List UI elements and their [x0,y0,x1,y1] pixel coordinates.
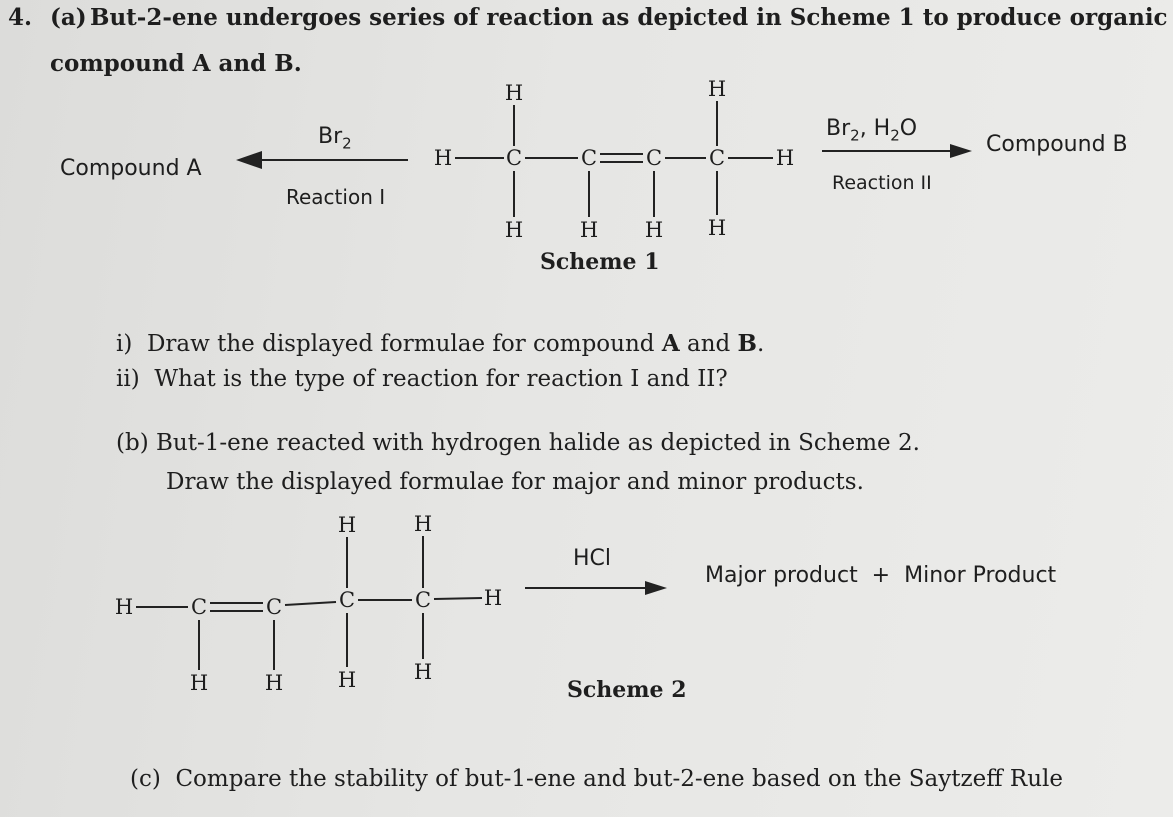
question-ii: ii) What is the type of reaction for reaction I and II? [116,366,728,392]
but1ene-c3: C [338,588,356,612]
reaction-1-reagent: $Br_2$ [318,124,352,153]
part-b-line2: Draw the displayed formulae for major and minor products. [166,469,864,495]
but1ene-h-bottom-c2: H [264,671,284,695]
but2ene-h-top-c4: H [707,77,727,101]
but1ene-h-left: H [114,595,134,619]
compound-b-label: Compound B [986,132,1128,157]
but2ene-c2: C [580,146,598,170]
but2ene-c3: C [645,146,663,170]
but1ene-c4: C [414,588,432,612]
part-a-intro-line1: But-2-ene undergoes series of reaction as depicted in Scheme 1 to produce organic [90,4,1168,31]
scheme-2-reagent: HCl [573,546,612,571]
question-number: 4. [8,4,33,31]
question-i: i) Draw the displayed formulae for compound A and B. [116,330,765,357]
but1ene-h-top-c3: H [337,513,357,537]
but1ene-h-bottom-c1: H [189,671,209,695]
part-b-line1: (b) But-1-ene reacted with hydrogen halide as depicted in Scheme 2. [116,430,920,456]
reaction-2-reagent: $Br_2$, $H_2O$ [826,116,918,145]
part-a-intro-line2: compound A and B. [50,50,302,77]
scheme-1-caption: Scheme 1 [540,249,660,275]
reaction-2-label: Reaction II [832,172,932,194]
but2ene-c4: C [708,146,726,170]
but2ene-h-right: H [775,146,795,170]
part-c-question: (c) Compare the stability of but-1-ene and but-2-ene based on the Saytzeff Rule [130,766,1063,792]
but2ene-h-bottom-c1: H [504,218,524,242]
but1ene-h-bottom-c3: H [337,668,357,692]
but2ene-c1: C [505,146,523,170]
but2ene-h-bottom-c3: H [644,218,664,242]
but1ene-c1: C [190,595,208,619]
compound-a-label: Compound A [60,156,202,181]
but2ene-h-bottom-c2: H [579,218,599,242]
but1ene-c2: C [265,595,283,619]
but1ene-h-bottom-c4: H [413,660,433,684]
but2ene-h-left: H [433,146,453,170]
reaction-1-arrowhead [236,151,262,169]
but2ene-h-bottom-c4: H [707,216,727,240]
scheme-2-arrowhead [645,581,667,595]
but1ene-h-right: H [483,586,503,610]
reaction-2-arrowhead [950,144,972,158]
but2ene-h-top-c1: H [504,81,524,105]
but1ene-h-top-c4: H [413,512,433,536]
scheme-2-caption: Scheme 2 [567,677,687,703]
reaction-1-label: Reaction I [286,185,386,209]
scheme-2-products: Major product + Minor Product [705,563,1057,588]
part-a-label: (a) [50,4,87,31]
